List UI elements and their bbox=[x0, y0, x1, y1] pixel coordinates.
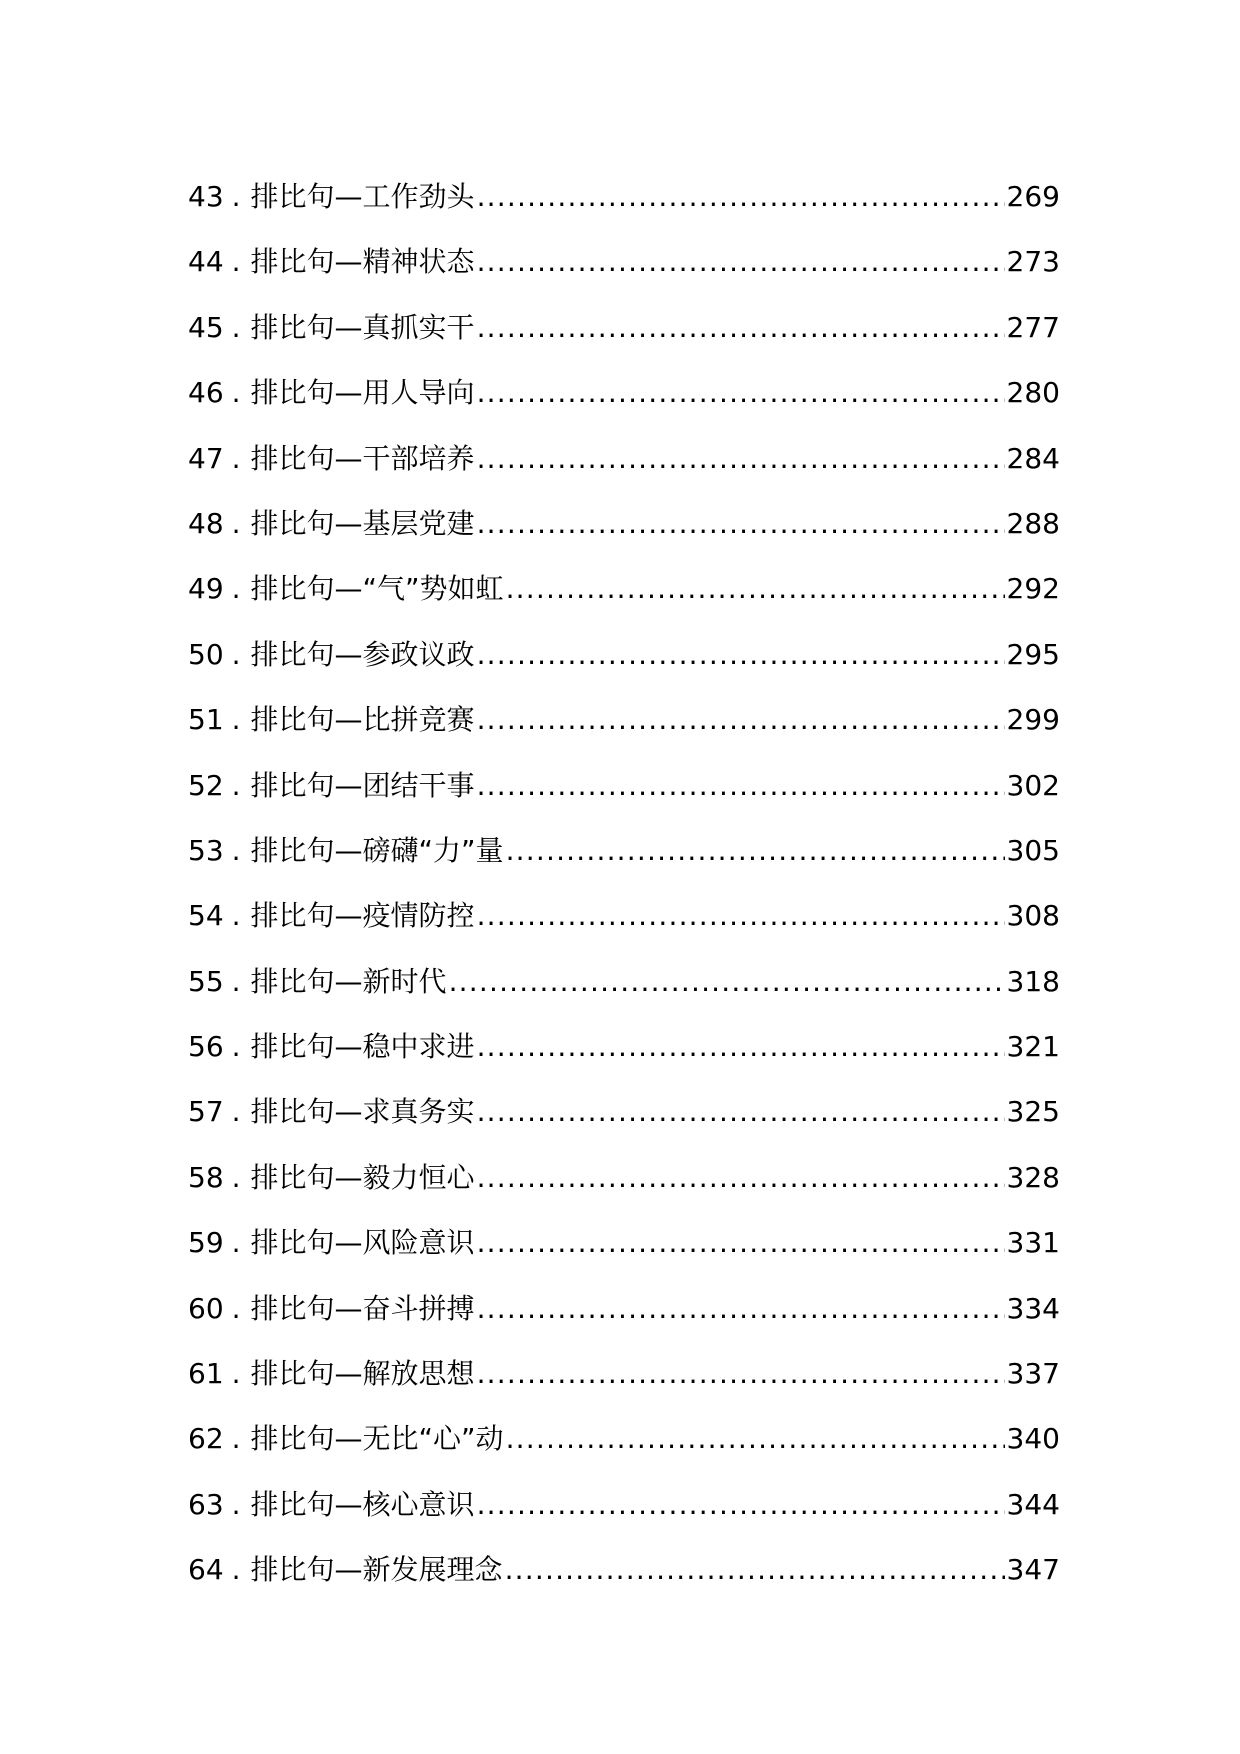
entry-number: 63 bbox=[188, 1487, 224, 1521]
entry-separator: . bbox=[231, 1422, 241, 1456]
entry-page-number: 328 bbox=[1006, 1160, 1060, 1194]
entry-page-number: 347 bbox=[1006, 1553, 1060, 1587]
entry-title: 排比句—参政议政 bbox=[250, 637, 475, 671]
entry-number: 47 bbox=[188, 441, 224, 475]
entry-separator: . bbox=[231, 833, 241, 867]
dot-leader bbox=[477, 1341, 1005, 1406]
entry-page-number: 340 bbox=[1006, 1422, 1060, 1456]
entry-title: 排比句—求真务实 bbox=[250, 1095, 475, 1129]
toc-entry[interactable] bbox=[188, 164, 1060, 229]
entry-title: 排比句—团结干事 bbox=[250, 768, 475, 802]
entry-separator: . bbox=[231, 245, 241, 279]
entry-title: 排比句—疫情防控 bbox=[250, 899, 475, 933]
entry-number: 56 bbox=[188, 1030, 224, 1064]
entry-title: 排比句—奋斗拼搏 bbox=[250, 1291, 475, 1325]
dot-leader bbox=[477, 1472, 1005, 1537]
entry-separator: . bbox=[231, 1487, 241, 1521]
entry-number: 59 bbox=[188, 1226, 224, 1260]
dot-leader bbox=[477, 1210, 1005, 1275]
entry-number: 48 bbox=[188, 506, 224, 540]
entry-separator: . bbox=[231, 1357, 241, 1391]
entry-separator: . bbox=[231, 1226, 241, 1260]
entry-title: 排比句—毅力恒心 bbox=[250, 1160, 475, 1194]
entry-separator: . bbox=[231, 1095, 241, 1129]
dot-leader bbox=[506, 556, 1005, 621]
entry-title: 排比句—磅礴“力”量 bbox=[250, 833, 504, 867]
entry-page-number: 288 bbox=[1006, 506, 1060, 540]
dot-leader bbox=[477, 1276, 1005, 1341]
entry-number: 62 bbox=[188, 1422, 224, 1456]
entry-number: 49 bbox=[188, 572, 224, 606]
entry-page-number: 280 bbox=[1006, 376, 1060, 410]
toc-entry[interactable] bbox=[188, 1537, 1060, 1602]
entry-separator: . bbox=[231, 964, 241, 998]
toc-entry[interactable] bbox=[188, 491, 1060, 556]
toc-entry[interactable] bbox=[188, 622, 1060, 687]
entry-number: 64 bbox=[188, 1553, 224, 1587]
entry-number: 58 bbox=[188, 1160, 224, 1194]
dot-leader bbox=[505, 1537, 1005, 1602]
entry-title: 排比句—风险意识 bbox=[250, 1226, 475, 1260]
dot-leader bbox=[449, 949, 1005, 1014]
entry-title: 排比句—精神状态 bbox=[250, 245, 475, 279]
entry-separator: . bbox=[231, 899, 241, 933]
entry-page-number: 302 bbox=[1006, 768, 1060, 802]
entry-page-number: 321 bbox=[1006, 1030, 1060, 1064]
toc-entry[interactable] bbox=[188, 818, 1060, 883]
toc-entry[interactable] bbox=[188, 360, 1060, 425]
entry-number: 55 bbox=[188, 964, 224, 998]
entry-title: 排比句—新发展理念 bbox=[250, 1553, 503, 1587]
toc-entry[interactable] bbox=[188, 753, 1060, 818]
entry-separator: . bbox=[231, 572, 241, 606]
toc-entry[interactable] bbox=[188, 1210, 1060, 1275]
entry-title: 排比句—真抓实干 bbox=[250, 310, 475, 344]
entry-title: 排比句—用人导向 bbox=[250, 376, 475, 410]
entry-page-number: 337 bbox=[1006, 1357, 1060, 1391]
entry-title: 排比句—干部培养 bbox=[250, 441, 475, 475]
toc-entry[interactable] bbox=[188, 1406, 1060, 1471]
entry-number: 51 bbox=[188, 703, 224, 737]
entry-separator: . bbox=[231, 506, 241, 540]
entry-page-number: 284 bbox=[1006, 441, 1060, 475]
entry-number: 60 bbox=[188, 1291, 224, 1325]
entry-page-number: 295 bbox=[1006, 637, 1060, 671]
entry-separator: . bbox=[231, 180, 241, 213]
entry-separator: . bbox=[231, 310, 241, 344]
dot-leader bbox=[477, 426, 1005, 491]
entry-number: 50 bbox=[188, 637, 224, 671]
toc-entry[interactable] bbox=[188, 295, 1060, 360]
entry-title: 排比句—“气”势如虹 bbox=[250, 572, 504, 606]
toc-entry[interactable] bbox=[188, 426, 1060, 491]
entry-page-number: 308 bbox=[1006, 899, 1060, 933]
entry-number: 57 bbox=[188, 1095, 224, 1129]
entry-page-number: 318 bbox=[1006, 964, 1060, 998]
dot-leader bbox=[477, 360, 1005, 425]
entry-page-number: 344 bbox=[1006, 1487, 1060, 1521]
dot-leader bbox=[506, 818, 1005, 883]
entry-page-number: 299 bbox=[1006, 703, 1060, 737]
dot-leader bbox=[477, 1014, 1005, 1079]
entry-page-number: 277 bbox=[1006, 310, 1060, 344]
entry-separator: . bbox=[231, 1030, 241, 1064]
toc-entry[interactable] bbox=[188, 1145, 1060, 1210]
entry-separator: . bbox=[231, 1291, 241, 1325]
dot-leader bbox=[477, 883, 1005, 948]
entry-title: 排比句—解放思想 bbox=[250, 1357, 475, 1391]
toc-entry[interactable] bbox=[188, 229, 1060, 294]
entry-separator: . bbox=[231, 1553, 241, 1587]
entry-page-number: 325 bbox=[1006, 1095, 1060, 1129]
entry-page-number: 334 bbox=[1006, 1291, 1060, 1325]
entry-title: 排比句—比拼竞赛 bbox=[250, 703, 475, 737]
dot-leader bbox=[477, 229, 1005, 294]
entry-page-number: 331 bbox=[1006, 1226, 1060, 1260]
toc-entry[interactable] bbox=[188, 949, 1060, 1014]
dot-leader bbox=[477, 687, 1005, 752]
dot-leader bbox=[477, 753, 1005, 818]
entry-title: 排比句—稳中求进 bbox=[250, 1030, 475, 1064]
toc-entry[interactable] bbox=[188, 1472, 1060, 1537]
entry-separator: . bbox=[231, 703, 241, 737]
table-of-contents bbox=[188, 164, 1060, 1603]
toc-entry[interactable] bbox=[188, 1341, 1060, 1406]
toc-entry[interactable] bbox=[188, 1276, 1060, 1341]
entry-number: 46 bbox=[188, 376, 224, 410]
entry-page-number: 273 bbox=[1006, 245, 1060, 279]
entry-number: 61 bbox=[188, 1357, 224, 1391]
entry-number: 52 bbox=[188, 768, 224, 802]
entry-number: 45 bbox=[188, 310, 224, 344]
entry-number: 54 bbox=[188, 899, 224, 933]
dot-leader bbox=[477, 1079, 1005, 1144]
entry-separator: . bbox=[231, 637, 241, 671]
entry-page-number: 292 bbox=[1006, 572, 1060, 606]
entry-number: 44 bbox=[188, 245, 224, 279]
entry-number: 43 bbox=[188, 180, 224, 213]
entry-separator: . bbox=[231, 1160, 241, 1194]
dot-leader bbox=[477, 622, 1005, 687]
toc-entry[interactable] bbox=[188, 687, 1060, 752]
entry-title: 排比句—新时代 bbox=[250, 964, 447, 998]
dot-leader bbox=[477, 1145, 1005, 1210]
entry-separator: . bbox=[231, 441, 241, 475]
entry-separator: . bbox=[231, 376, 241, 410]
entry-page-number: 269 bbox=[1006, 180, 1060, 213]
entry-number: 53 bbox=[188, 833, 224, 867]
entry-page-number: 305 bbox=[1006, 833, 1060, 867]
toc-entry[interactable] bbox=[188, 556, 1060, 621]
dot-leader bbox=[477, 164, 1005, 229]
entry-title: 排比句—基层党建 bbox=[250, 506, 475, 540]
entry-title: 排比句—核心意识 bbox=[250, 1487, 475, 1521]
toc-entry[interactable] bbox=[188, 1014, 1060, 1079]
dot-leader bbox=[506, 1406, 1005, 1471]
dot-leader bbox=[477, 491, 1005, 556]
entry-separator: . bbox=[231, 768, 241, 802]
entry-title: 排比句—无比“心”动 bbox=[250, 1422, 504, 1456]
toc-entry[interactable] bbox=[188, 1079, 1060, 1144]
toc-entry[interactable] bbox=[188, 883, 1060, 948]
dot-leader bbox=[477, 295, 1005, 360]
entry-title: 排比句—工作劲头 bbox=[250, 180, 475, 213]
